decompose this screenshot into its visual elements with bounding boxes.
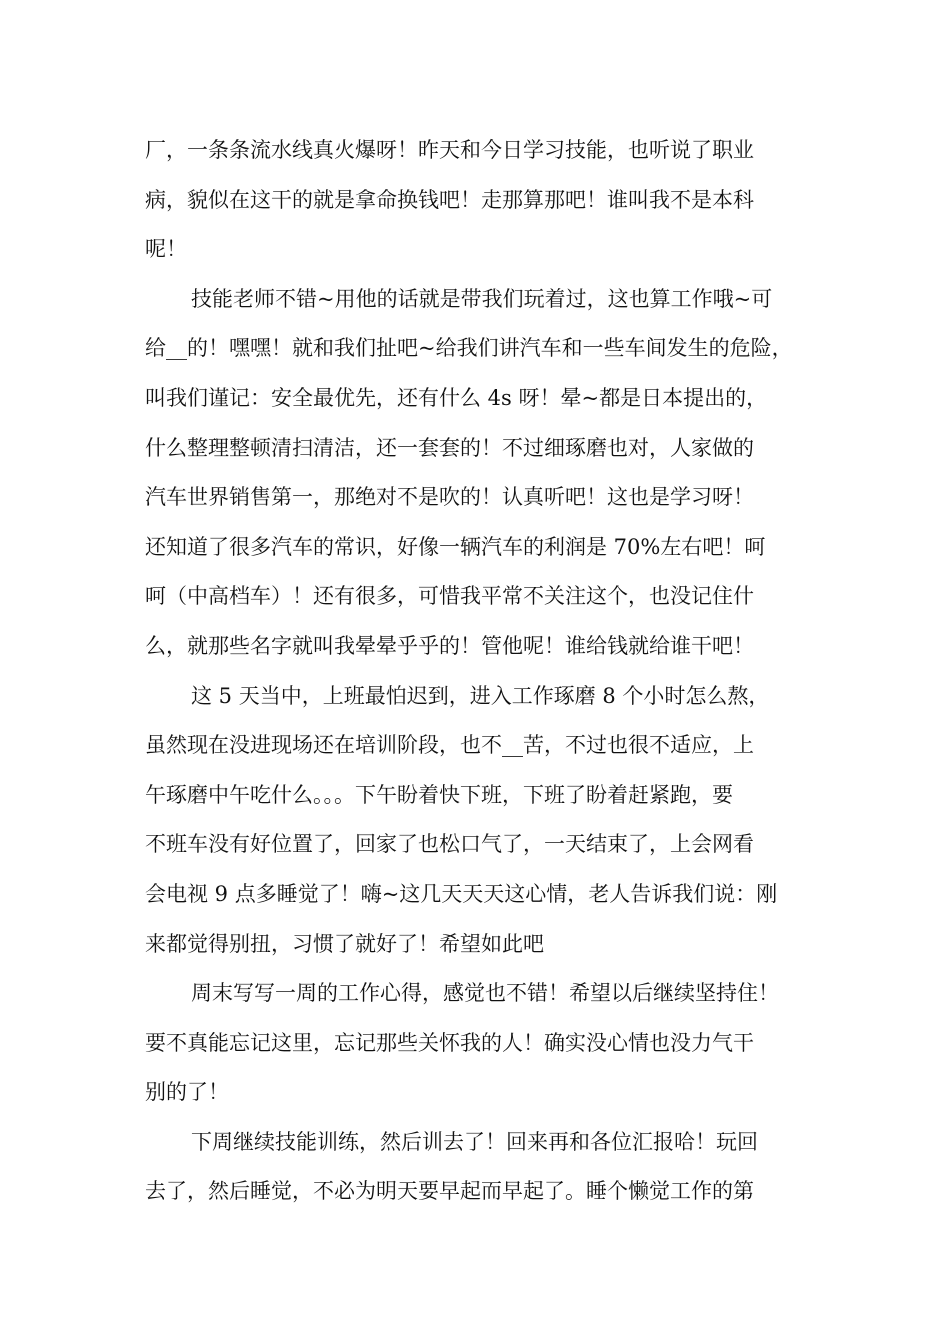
paragraph-start-line: 这 5 天当中，上班最怕迟到，进入工作琢磨 8 个小时怎么熬， <box>191 683 770 708</box>
text-line: 汽车世界销售第一，那绝对不是吹的！认真听吧！这也是学习呀！ <box>145 485 754 510</box>
text-line: 别的了！ <box>145 1080 229 1105</box>
paragraph-start-line: 技能老师不错~用他的话就是带我们玩着过，这也算工作哦~可 <box>191 286 773 311</box>
paragraph-start-line: 下周继续技能训练，然后训去了！回来再和各位汇报哈！玩回 <box>191 1129 758 1154</box>
text-line: 什么整理整顿清扫清洁，还一套套的！不过细琢磨也对，人家做的 <box>145 435 754 460</box>
text-line: 呢！ <box>145 237 187 262</box>
text-line: 会电视 9 点多睡觉了！嗨~这几天天天这心情，老人告诉我们说：刚 <box>145 881 778 906</box>
text-line: 给__的！嘿嘿！就和我们扯吧~给我们讲汽车和一些车间发生的危险， <box>145 336 793 361</box>
text-line: 午琢磨中午吃什么。。。下午盼着快下班，下班了盼着赶紧跑，要 <box>145 782 733 807</box>
document-body <box>145 126 835 1217</box>
text-line: 要不真能忘记这里，忘记那些关怀我的人！确实没心情也没力气干 <box>145 1030 754 1055</box>
text-line: 来都觉得别扭，习惯了就好了！希望如此吧 <box>145 931 544 956</box>
text-line: 叫我们谨记：安全最优先，还有什么 4s 呀！晕~都是日本提出的， <box>145 385 768 410</box>
text-line: 虽然现在没进现场还在培训阶段，也不__苦，不过也很不适应，上 <box>145 733 754 758</box>
text-line: 呵（中高档车）！还有很多，可惜我平常不关注这个，也没记住什 <box>145 584 754 609</box>
text-line: 去了，然后睡觉，不必为明天要早起而早起了。睡个懒觉工作的第 <box>145 1179 754 1204</box>
paragraph-start-line: 周末写写一周的工作心得，感觉也不错！希望以后继续坚持住！ <box>191 981 779 1006</box>
text-line: 厂，一条条流水线真火爆呀！昨天和今日学习技能，也听说了职业 <box>145 138 754 162</box>
text-line: 不班车没有好位置了，回家了也松口气了，一天结束了，上会网看 <box>145 832 754 857</box>
text-line: 还知道了很多汽车的常识，好像一辆汽车的利润是 70%左右吧！呵 <box>145 534 766 559</box>
text-line: 么，就那些名字就叫我晕晕乎乎的！管他呢！谁给钱就给谁干吧！ <box>145 633 754 658</box>
text-line: 病，貌似在这干的就是拿命换钱吧！走那算那吧！谁叫我不是本科 <box>145 187 754 212</box>
